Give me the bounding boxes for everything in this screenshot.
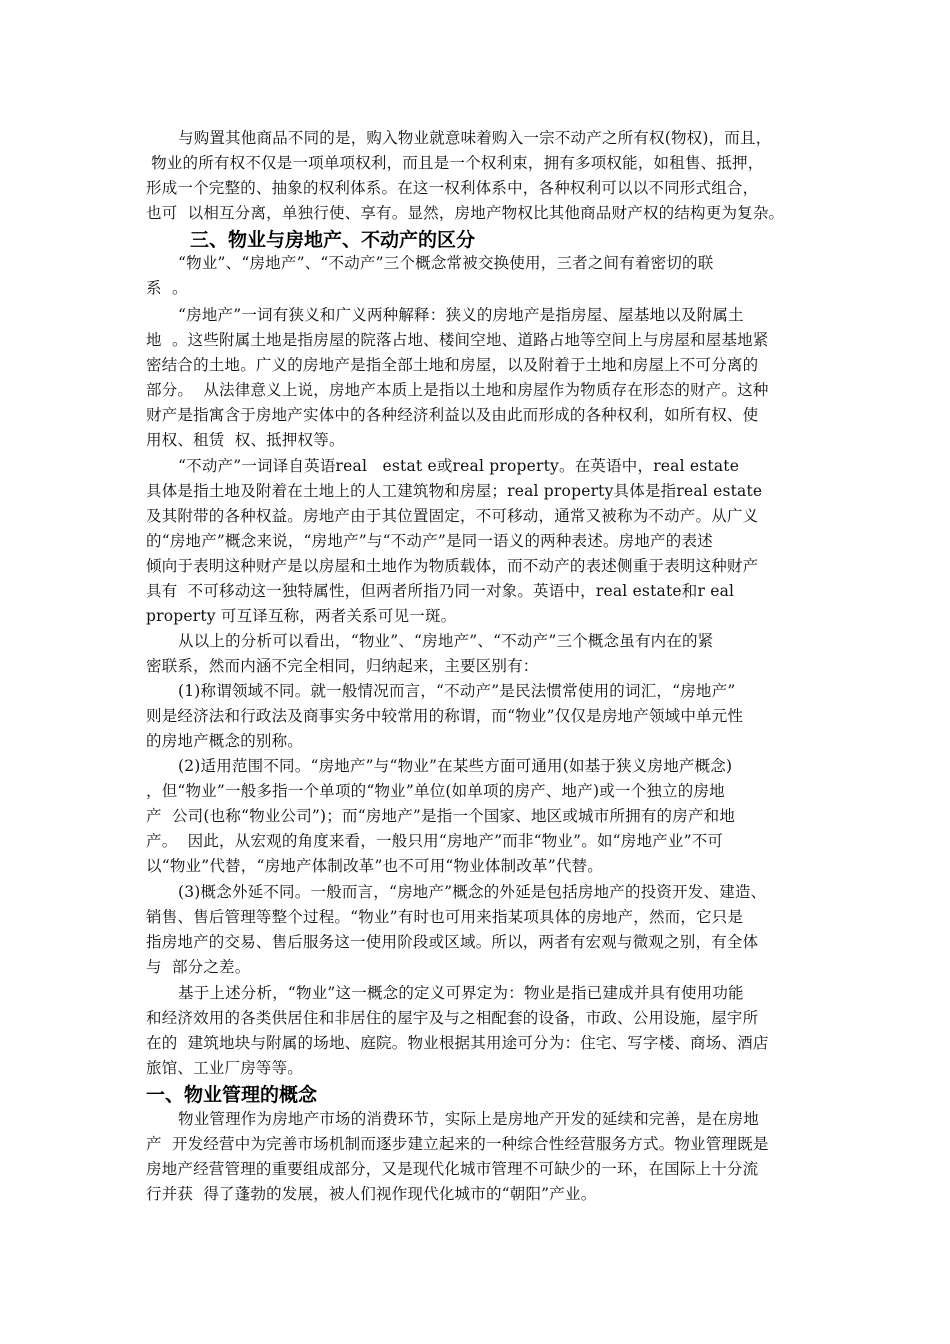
paragraph-line: 与购置其他商品不同的是，购入物业就意味着购入一宗不动产之所有权(物权)，而且， xyxy=(178,129,772,147)
paragraph-line: “物业”、“房地产”、“不动产”三个概念常被交换使用，三者之间有着密切的联 xyxy=(178,254,714,272)
paragraph-line: 密结合的土地。广义的房地产是指全部土地和房屋，以及附着于土地和房屋上不可分离的 xyxy=(146,356,759,374)
paragraph-line: 旅馆、工业厂房等等。 xyxy=(146,1059,304,1077)
paragraph-line: 具有 不可移动这一独特属性，但两者所指乃同一对象。英语中，real estate和r eal xyxy=(146,582,735,600)
paragraph-line: 以“物业”代替，“房地产体制改革”也不可用“物业体制改革”代替。 xyxy=(146,857,603,875)
paragraph-line: 及其附带的各种权益。房地产由于其位置固定，不可移动，通常又被称为不动产。从广义 xyxy=(146,507,759,525)
paragraph-line: 的“房地产”概念来说，“房地产”与“不动产”是同一语义的两种表述。房地产的表述 xyxy=(146,532,713,550)
paragraph-line: 产 开发经营中为完善市场机制而逐步建立起来的一种综合性经营服务方式。物业管理既是 xyxy=(146,1135,769,1153)
paragraph-line: 销售、售后管理等整个过程。“物业”有时也可用来指某项具体的房地产，然而，它只是 xyxy=(146,908,744,926)
paragraph-line: 在的 建筑地块与附属的场地、庭院。物业根据其用途可分为：住宅、写字楼、商场、酒店 xyxy=(146,1034,769,1052)
paragraph-line: 则是经济法和行政法及商事实务中较常用的称谓，而“物业”仅仅是房地产领域中单元性 xyxy=(146,707,744,725)
paragraph-line: 产 公司(也称“物业公司”)；而“房地产”是指一个国家、地区或城市所拥有的房产和地 xyxy=(146,807,736,825)
paragraph-line: 基于上述分析，“物业”这一概念的定义可界定为：物业是指已建成并具有使用功能 xyxy=(178,984,744,1002)
paragraph-line: property 可互译互称，两者关系可见一斑。 xyxy=(146,607,457,625)
paragraph-line: 和经济效用的各类供居住和非居住的屋宇及与之相配套的设备，市政、公用设施，屋宇所 xyxy=(146,1009,759,1027)
paragraph-line: 指房地产的交易、售后服务这一使用阶段或区域。所以，两者有宏观与微观之别，有全体 xyxy=(146,933,759,951)
paragraph-line: (1)称谓领域不同。就一般情况而言，“不动产”是民法惯常使用的词汇，“房地产” xyxy=(178,682,736,700)
paragraph-line: 产。 因此，从宏观的角度来看，一般只用“房地产”而非“物业”。如“房地产业”不可 xyxy=(146,832,724,850)
section-heading: 三、物业与房地产、不动产的区分 xyxy=(190,229,476,251)
paragraph-line: 房地产经营管理的重要组成部分，又是现代化城市管理不可缺少的一环，在国际上十分流 xyxy=(146,1160,759,1178)
paragraph-line: “不动产”一词译自英语real estat e或real property。在英语中，real estate xyxy=(178,457,740,475)
paragraph-line: 从以上的分析可以看出，“物业”、“房地产”、“不动产”三个概念虽有内在的紧 xyxy=(178,632,714,650)
paragraph-line: (3)概念外延不同。一般而言，“房地产”概念的外延是包括房地产的投资开发、建造、 xyxy=(178,883,767,901)
paragraph-line: 行并获 得了蓬勃的发展，被人们视作现代化城市的“朝阳”产业。 xyxy=(146,1185,597,1203)
paragraph-line: 系 。 xyxy=(146,279,188,297)
section-heading: 一、物业管理的概念 xyxy=(146,1084,318,1106)
paragraph-line: “房地产”一词有狭义和广义两种解释：狭义的房地产是指房屋、屋基地以及附属土 xyxy=(178,306,744,324)
paragraph-line: 也可 以相互分离，单独行使、享有。显然，房地产物权比其他商品财产权的结构更为复杂。 xyxy=(146,204,785,222)
paragraph-line: 密联系，然而内涵不完全相同，归纳起来，主要区别有： xyxy=(146,657,539,675)
paragraph-line: 物业的所有权不仅是一项单项权利，而且是一个权利束，拥有多项权能，如租售、抵押， xyxy=(146,154,764,172)
paragraph-line: 财产是指寓含于房地产实体中的各种经济利益以及由此而形成的各种权利，如所有权、使 xyxy=(146,406,759,424)
paragraph-line: 用权、租赁 权、抵押权等。 xyxy=(146,431,345,449)
paragraph-line: (2)适用范围不同。“房地产”与“物业”在某些方面可通用(如基于狭义房地产概念) xyxy=(178,757,733,775)
paragraph-line: 具体是指土地及附着在土地上的人工建筑物和房屋；real property具体是指real estate xyxy=(146,482,763,500)
paragraph-line: 部分。 从法律意义上说，房地产本质上是指以土地和房屋作为物质存在形态的财产。这种 xyxy=(146,381,769,399)
paragraph-line: 倾向于表明这种财产是以房屋和土地作为物质载体，而不动产的表述侧重于表明这种财产 xyxy=(146,557,759,575)
paragraph-line: 与 部分之差。 xyxy=(146,958,251,976)
paragraph-line: 物业管理作为房地产市场的消费环节，实际上是房地产开发的延续和完善，是在房地 xyxy=(178,1110,759,1128)
paragraph-line: 地 。这些附属土地是指房屋的院落占地、楼间空地、道路占地等空间上与房屋和屋基地紧 xyxy=(146,331,769,349)
paragraph-line: 形成一个完整的、抽象的权利体系。在这一权利体系中，各种权利可以以不同形式组合， xyxy=(146,179,759,197)
paragraph-line: 的房地产概念的别称。 xyxy=(146,732,304,750)
paragraph-line: ，但“物业”一般多指一个单项的“物业”单位(如单项的房产、地产)或一个独立的房地 xyxy=(146,782,725,800)
